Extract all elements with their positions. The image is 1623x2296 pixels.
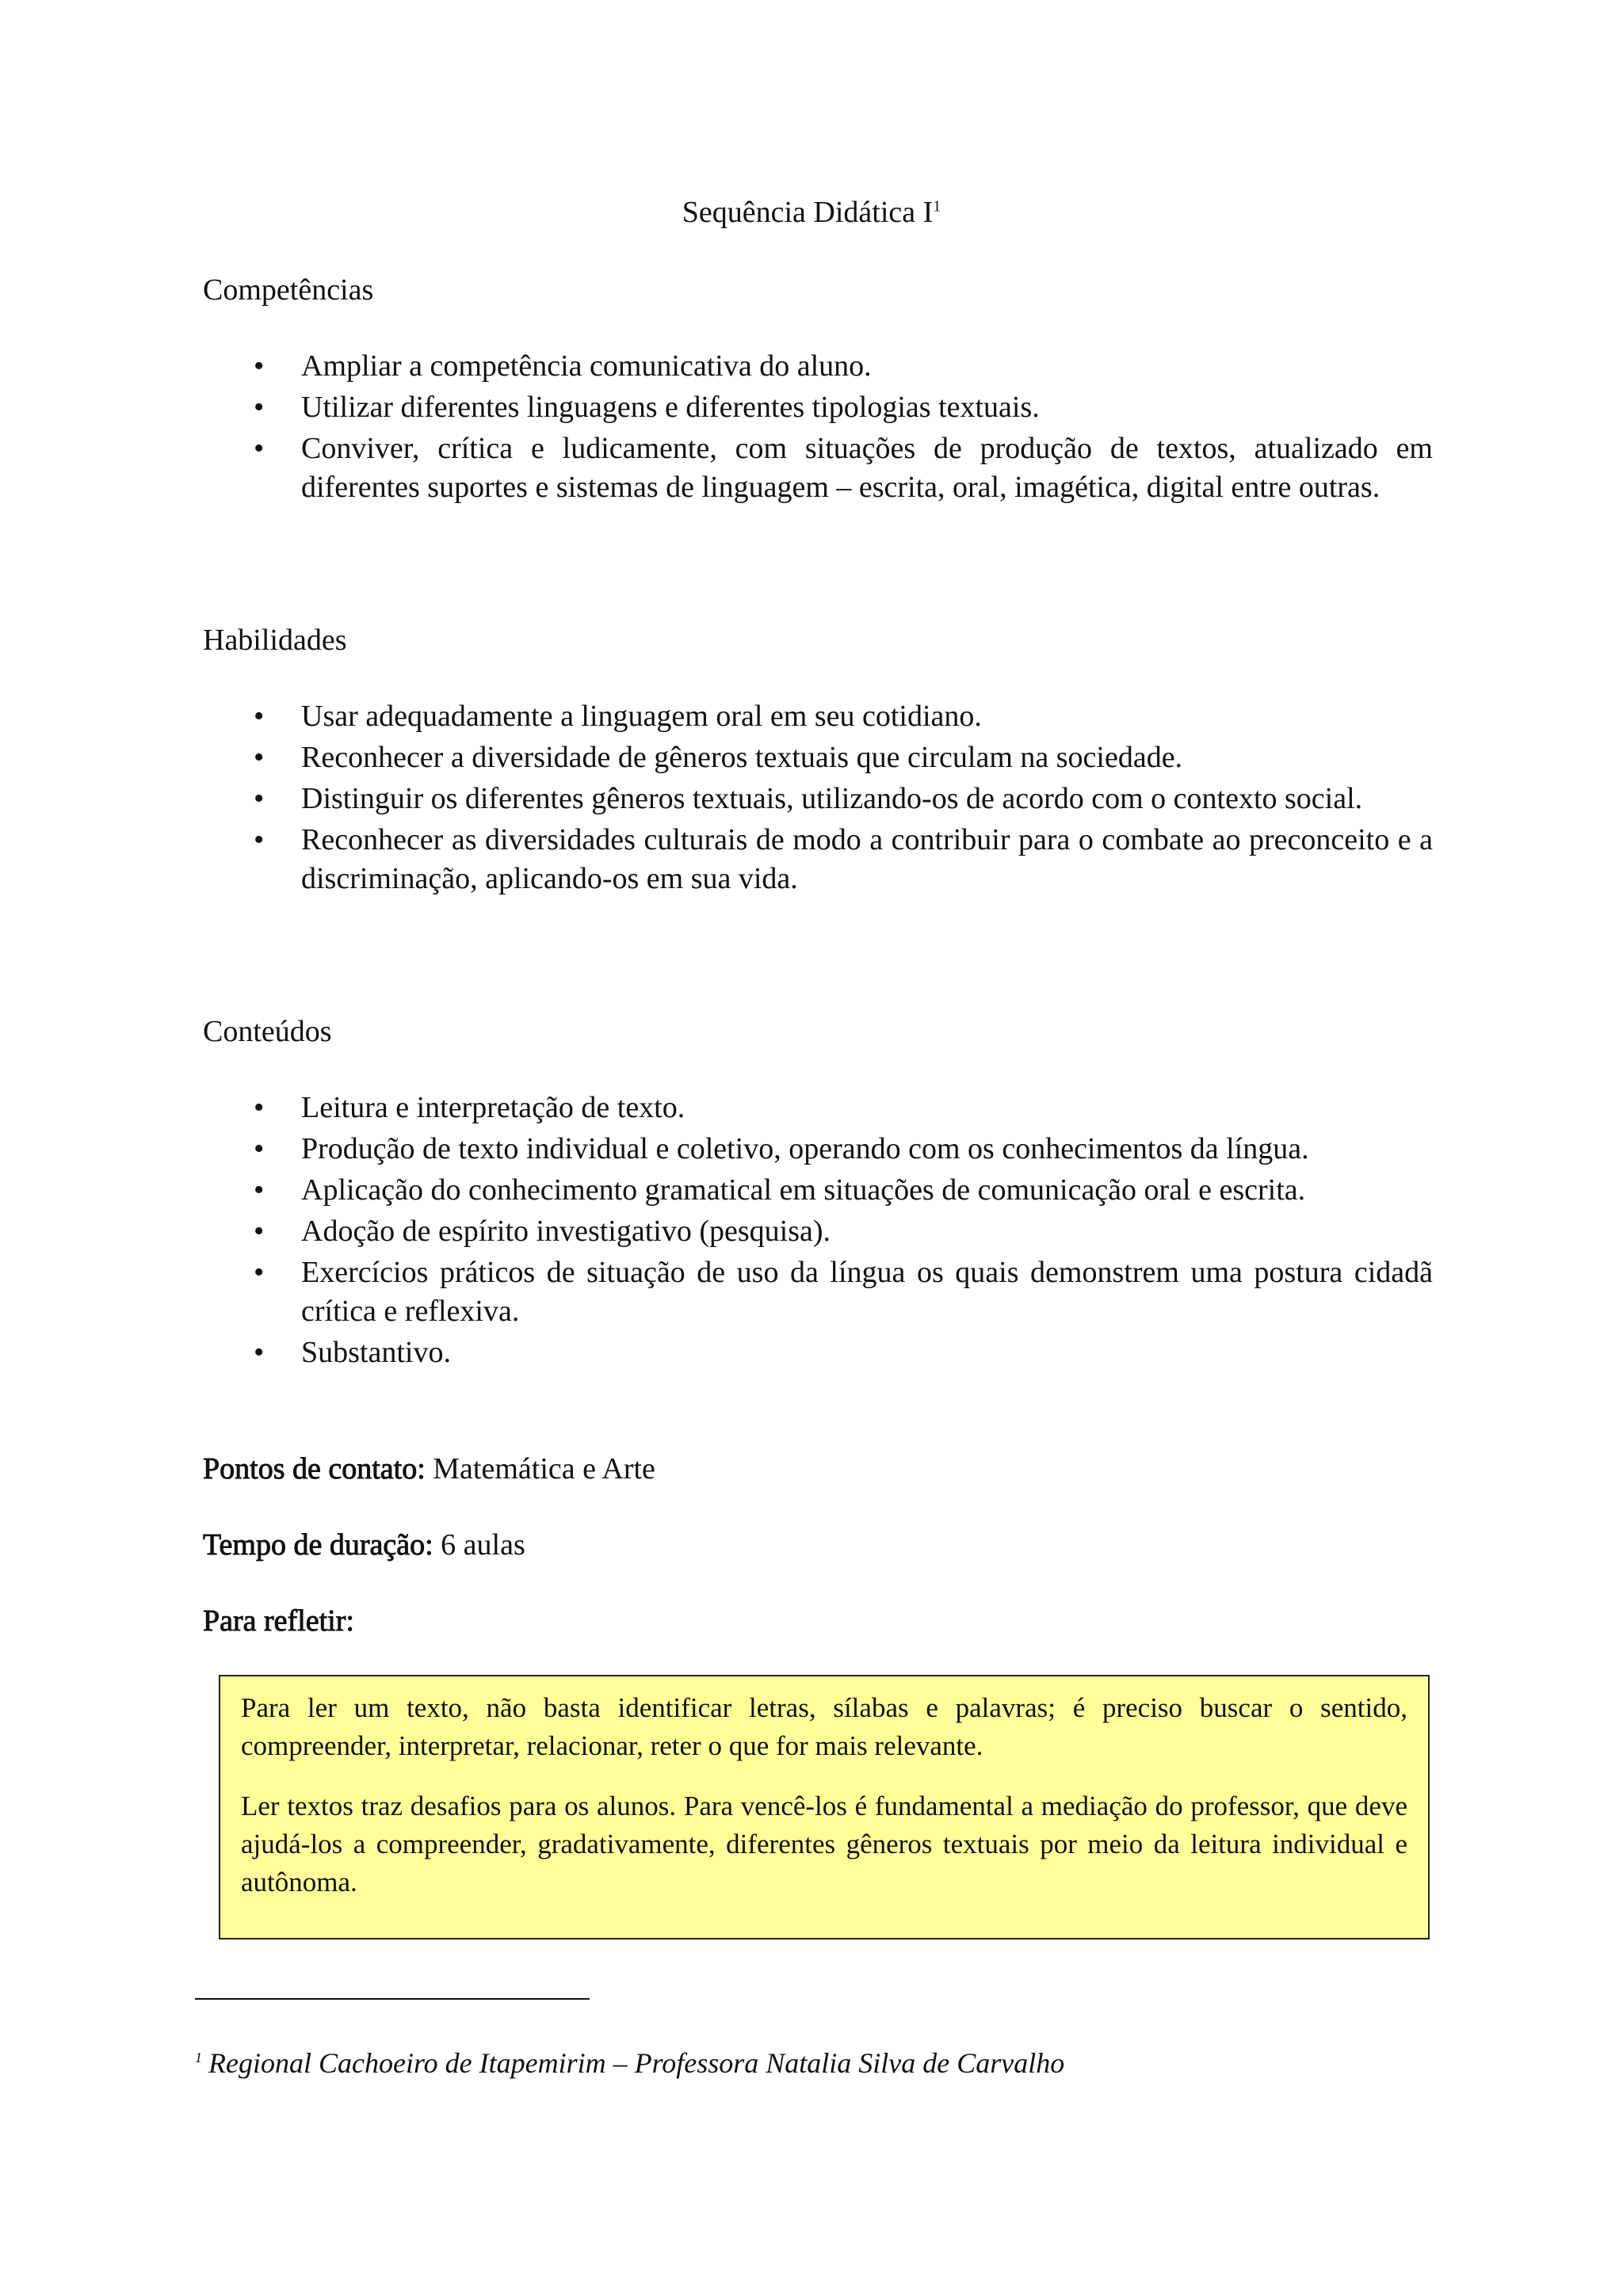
bullet-icon: • (254, 782, 265, 815)
habilidades-heading: Habilidades (203, 624, 347, 657)
conteudos-heading: Conteúdos (203, 1015, 332, 1048)
pontos-de-contato-value: Matemática e Arte (425, 1452, 655, 1486)
reflection-paragraph: Ler textos traz desafios para os alunos. Para vencê-los é fundamental a mediação do professor, que deve ajudá-los a compreender, gradativamente, diferentes gêneros textuais por meio da leitura individual e autônoma. (241, 1791, 1407, 1897)
footnote-marker: 1 (195, 2050, 202, 2065)
list-item: • Aplicação do conhecimento gramatical em situações de comunicação oral e escrita. (203, 1171, 1433, 1210)
para-refletir-heading (203, 1602, 354, 1640)
bullet-icon: • (254, 1132, 265, 1165)
title-text: Sequência Didática I (682, 196, 934, 229)
bullet-icon: • (254, 1091, 265, 1124)
list-item: • Exercícios práticos de situação de uso da língua os quais demonstrem uma postura cidadã crítica e reflexiva. (203, 1253, 1433, 1331)
list-item: • Adoção de espírito investigativo (pesquisa). (203, 1212, 1433, 1251)
bullet-icon: • (254, 1173, 265, 1207)
pontos-de-contato-label: Pontos de contato: (203, 1452, 426, 1486)
footnote-separator (195, 1998, 590, 2000)
bullet-icon: • (254, 823, 265, 856)
list-item: • Reconhecer as diversidades culturais de modo a contribuir para o combate ao preconceito e a discriminação, aplicando-os em sua vida. (203, 821, 1433, 898)
bullet-icon: • (254, 391, 265, 424)
reflection-paragraph: Para ler um texto, não basta identificar letras, sílabas e palavras; é preciso buscar o sentido, compreender, interpretar, relacionar, reter o que for mais relevante. (241, 1692, 1407, 1761)
bullet-icon: • (254, 700, 265, 733)
pontos-de-contato (203, 1450, 655, 1488)
habilidades-list (203, 697, 1433, 901)
title-footnote-marker: 1 (933, 197, 941, 215)
bullet-icon: • (254, 741, 265, 774)
list-item: • Leitura e interpretação de texto. (203, 1089, 1433, 1127)
bullet-icon: • (254, 349, 265, 383)
bullet-icon: • (254, 1256, 265, 1289)
list-item: • Distinguir os diferentes gêneros textuais, utilizando-os de acordo com o contexto social. (203, 780, 1433, 818)
reflection-box (219, 1675, 1430, 1939)
list-item: • Substantivo. (203, 1333, 1433, 1372)
list-item: • Conviver, crítica e ludicamente, com situações de produção de textos, atualizado em diferentes suportes e sistemas de linguagem – escrita, oral, imagética, digital entre outras. (203, 429, 1433, 507)
competencias-heading: Competências (203, 273, 374, 307)
footnote-text: Regional Cachoeiro de Itapemirim – Professora Natalia Silva de Carvalho (208, 2047, 1065, 2079)
tempo-de-duracao-label: Tempo de duração: (203, 1528, 433, 1562)
list-item: • Usar adequadamente a linguagem oral em seu cotidiano. (203, 697, 1433, 736)
document-title (0, 193, 1623, 231)
list-item: • Ampliar a competência comunicativa do aluno. (203, 347, 1433, 386)
tempo-de-duracao (203, 1526, 525, 1564)
list-item: • Reconhecer a diversidade de gêneros textuais que circulam na sociedade. (203, 738, 1433, 777)
list-item: • Produção de texto individual e coletivo, operando com os conhecimentos da língua. (203, 1130, 1433, 1169)
competencias-list (203, 347, 1433, 509)
para-refletir-label: Para refletir: (203, 1604, 354, 1638)
bullet-icon: • (254, 432, 265, 465)
footnote (195, 2046, 1064, 2081)
bullet-icon: • (254, 1215, 265, 1248)
conteudos-list (203, 1089, 1433, 1375)
bullet-icon: • (254, 1336, 265, 1369)
list-item: • Utilizar diferentes linguagens e diferentes tipologias textuais. (203, 388, 1433, 427)
tempo-de-duracao-value: 6 aulas (433, 1528, 525, 1562)
